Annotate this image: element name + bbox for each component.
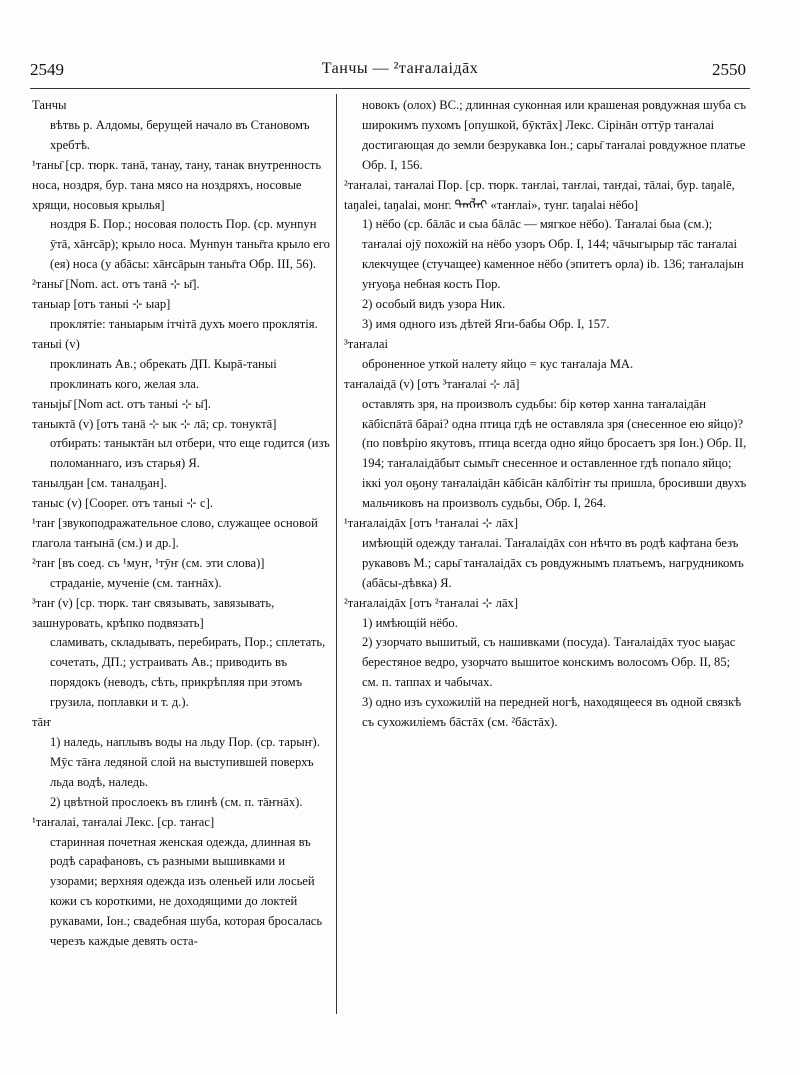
headword: таныс (v) [Cooper. отъ таныі ⊹ с]. bbox=[32, 496, 213, 511]
headword: таныктā (v) [отъ танā ⊹ ык ⊹ лā; ср. тонуктā] bbox=[32, 416, 277, 431]
definition: ноздря Б. Пор.; носовая полость Пор. (ср. мунnун ӯтā, хāҥсāр); крыло носа. Мунnун таны̄та крыло его (ея) носа (у абāсы: хāҥсāрын таны̄та Обр. III, 56). bbox=[50, 217, 330, 272]
definition: 1) нёбо (ср. бāлāс и сыа бāлāс — мягкое нёбо). Таҥалаі быа (см.); таҥалаі оjӯ похожій на нёбо узоръ Обр. I, 144; чāчыгырыр тāс таҥалаі клекчущее (стучащее) каменное нёбо (эпитетъ орла) ib. 136; таҥалаjын уҥуоҕа небная кость Пор. bbox=[362, 217, 744, 292]
headword: ¹таны̄ [ср. тюрк. танā, танау, тану, танак внутренность носа, ноздря, бур. тана мясо на ноздряхъ, носовые хрящи, носовыя крылья] bbox=[32, 157, 322, 212]
definition: оставлять зря, на произволъ судьбы: бір көтөр ханна таҥалаідāн кāбіспāтā бāраі? одна птица гдѣ не оставляла зря (снесенное ею яйцо)? (по повѣрію якутовъ, птица всегда одно яйцо бросаетъ зря Іон.) Обр. II, 194; таҥалаідāбыт сымы̄т снесенное и оставленное гдѣ попало яйцо; іккі уол оҕону таҥалаідāн кāбісāн кāлбітiҥ ты пришла, бросивши двухъ мальчиковъ на произволъ судьбы, Обр. I, 264. bbox=[362, 396, 747, 511]
definition: 2) цвѣтной прослоекъ въ глинѣ (см. п. тāҥнāх). bbox=[50, 794, 303, 809]
definition: отбирать: таныктāн ыл отбери, что еще годится (изъ поломаннаго, изъ старья) Я. bbox=[50, 436, 330, 471]
definition: 3) одно изъ сухожилій на передней ногѣ, находящееся въ одной связкѣ съ сухожиліемъ бāстāх (см. ²бāстāх). bbox=[362, 695, 742, 730]
running-title: Танчы — ²таҥалаідāх bbox=[321, 60, 479, 77]
headword: тāҥ bbox=[32, 715, 51, 730]
definition: 2) узорчато вышитый, съ нашивками (посуда). Таҥалаідāх туос ыаҕас берестяное ведро, узорчато вышитое конскимъ волосомъ Обр. II, 85; см. п. таппах и чабычах. bbox=[362, 635, 736, 690]
headword: ²таны̄ [Nom. act. отъ танā ⊹ ы̄]. bbox=[32, 277, 200, 292]
headword: ²таҥ [въ соед. съ ¹муҥ, ¹тӯҥ (см. эти слова)] bbox=[32, 555, 265, 570]
right-column bbox=[344, 96, 748, 733]
headword: ³таҥ (v) [ср. тюрк. таҥ связывать, завязывать, зашнуровать, крѣпко подвязать] bbox=[32, 595, 275, 630]
definition: 1) имѣющій нёбо. bbox=[362, 615, 458, 630]
headword: Танчы bbox=[32, 98, 67, 112]
definition: проклинать Ав.; обрекать ДП. Кырā-таныі проклинать кого, желая зла. bbox=[50, 356, 277, 391]
page-header bbox=[0, 60, 800, 84]
definition: страданіе, мученіе (см. таҥнāх). bbox=[50, 575, 222, 590]
headword: таныл̦ҕан [см. танал̦ҕан]. bbox=[32, 476, 167, 491]
headword: таныар [отъ таныі ⊹ ыар] bbox=[32, 297, 171, 312]
definition: имѣющій одежду таҥалаі. Таҥалаідāх сон нѣчто въ родѣ кафтана безъ рукавовъ М.; сары̄ таҥалаідāх съ ровдужнымъ платьемъ, нагрудникомъ (абāсы-дѣвка) Я. bbox=[362, 535, 744, 590]
page-number-right: 2550 bbox=[712, 60, 746, 79]
headword: ²таҥалаі, таҥалаі Пор. [ср. тюрк. таҥлаі, таҥлаі, таҥдаі, тāлаі, бур. taŋalē, taŋalei, taŋalai, монг. ᠲᠠᠩᠯᠠᠢ «таҥлаі», тунг. taŋalai нёбо] bbox=[344, 177, 735, 212]
headword: ³таҥалаі bbox=[344, 336, 388, 351]
definition: 1) наледь, наплывъ воды на льду Пор. (ср. тарыҥ). Мӯс тāҥа ледяной слой на выступившей поверхъ льда водѣ, наледь. bbox=[50, 735, 320, 789]
headword: ¹таҥалаі, таҥалаі Лекс. [ср. таҥас] bbox=[32, 814, 215, 829]
left-column bbox=[32, 96, 332, 952]
definition: старинная почетная женская одежда, длинная въ родѣ сарафановъ, съ разными вышивками и узорами; верхняя одежда изъ оленьей или лосьей кожи съ короткими, не доходящими до локтей рукавами, Іон.; свадебная шуба, которая бросалась черезъ каждые девять оста- bbox=[50, 834, 323, 949]
definition: 3) имя одного изъ дѣтей Яги-бабы Обр. I, 157. bbox=[362, 316, 610, 331]
column-divider bbox=[336, 94, 337, 1014]
definition: оброненное уткой налету яйцо = кус таҥалаjа МА. bbox=[362, 356, 634, 371]
headword: таныі (v) bbox=[32, 336, 80, 351]
definition: сламивать, складывать, перебирать, Пор.; сплетать, сочетать, ДП.; устраивать Ав.; приводить въ порядокъ (неводъ, сѣть, прикрѣпляя при этомъ грузила, поплавки и т. д.). bbox=[50, 635, 326, 710]
definition: 2) особый видъ узора Ник. bbox=[362, 297, 506, 312]
definition: новокъ (олох) ВС.; длинная суконная или крашеная ровдужная шуба съ широкимъ пухомъ [опушкой, бӯктāх] Лекс. Сірінāн оттӯр таҥалаі достигающая до земли безрукавка Іон.; сары̄ таҥалаі ровдужное платье Обр. I, 156. bbox=[362, 98, 747, 172]
page-number-left: 2549 bbox=[30, 60, 64, 79]
headword: таныjы̄ [Nom act. отъ таныі ⊹ ы̄]. bbox=[32, 396, 211, 411]
definition: вѣтвь р. Алдомы, берущей начало въ Становомъ хребтѣ. bbox=[50, 117, 310, 152]
definition: проклятіе: таныарым ітчітā духъ моего проклятія. bbox=[50, 316, 318, 331]
headword: ²таҥалаідāх [отъ ²таҥалаі ⊹ лāх] bbox=[344, 595, 519, 610]
headword: таҥалаідā (v) [отъ ³таҥалаі ⊹ лā] bbox=[344, 376, 520, 391]
header-rule bbox=[30, 88, 750, 89]
headword: ¹таҥ [звукоподражательное слово, служащее основой глагола таҥынā (см.) и др.]. bbox=[32, 516, 318, 550]
headword: ¹таҥалаідāх [отъ ¹таҥалаі ⊹ лāх] bbox=[344, 516, 519, 531]
